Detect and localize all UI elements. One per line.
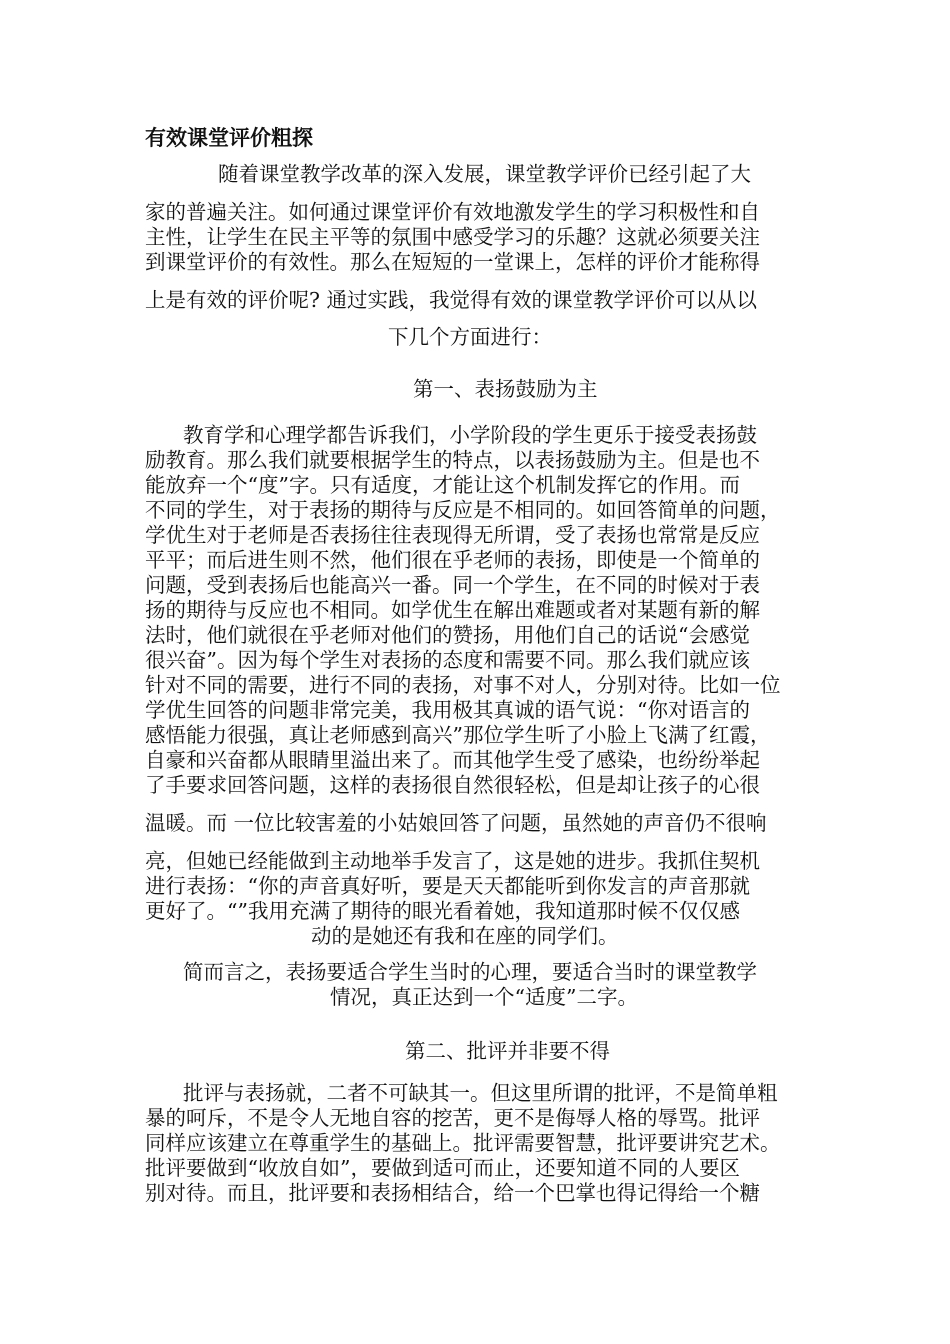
body-line: 教育学和心理学都告诉我们，小学阶段的学生更乐于接受表扬鼓 <box>183 423 757 447</box>
body-line: 感悟能力很强，真让老师感到高兴”那位学生听了小脸上飞满了红霞， <box>145 723 771 747</box>
body-line: 更好了。“”我用充满了期待的眼光看着她，我知道那时候不仅仅感 <box>145 899 740 923</box>
intro-line: 到课堂评价的有效性。那么在短短的一堂课上，怎样的评价才能称得 <box>145 250 760 274</box>
body-line: 问题，受到表扬后也能高兴一番。同一个学生，在不同的时候对于表 <box>145 573 760 597</box>
body-line: 批评要做到“收放自如”，要做到适可而止，还要知道不同的人要区 <box>145 1156 740 1180</box>
body-line: 进行表扬：“你的声音真好听，要是天天都能听到你发言的声音那就 <box>145 874 750 898</box>
body-line: 能放弃一个“度”字。只有适度，才能让这个机制发挥它的作用。而 <box>145 473 740 497</box>
body-line: 了手要求回答问题，这样的表扬很自然很轻松，但是却让孩子的心很 <box>145 773 760 797</box>
section-heading: 第二、批评并非要不得 <box>405 1039 610 1063</box>
summary-line: 简而言之，表扬要适合学生当时的心理，要适合当时的课堂教学 <box>183 960 757 984</box>
body-line: 暴的呵斥，不是令人无地自容的挖苦，更不是侮辱人格的辱骂。批评 <box>145 1106 760 1130</box>
body-line: 很兴奋”。因为每个学生对表扬的态度和需要不同。那么我们就应该 <box>145 648 750 672</box>
body-line: 动的是她还有我和在座的同学们。 <box>311 924 619 948</box>
intro-line: 主性，让学生在民主平等的氛围中感受学习的乐趣？这就必须要关注 <box>145 225 760 249</box>
body-line: 法时，他们就很在乎老师对他们的赞扬，用他们自己的话说“会感觉 <box>145 623 750 647</box>
body-line: 批评与表扬就，二者不可缺其一。但这里所谓的批评，不是简单粗 <box>183 1081 778 1105</box>
body-line: 励教育。那么我们就要根据学生的特点，以表扬鼓励为主。但是也不 <box>145 448 760 472</box>
body-line: 不同的学生，对于表扬的期待与反应是不相同的。如回答简单的问题， <box>145 498 781 522</box>
body-line: 扬的期待与反应也不相同。如学优生在解出难题或者对某题有新的解 <box>145 598 760 622</box>
summary-line: 情况，真正达到一个“适度”二字。 <box>330 985 638 1009</box>
intro-line: 下几个方面进行： <box>388 325 552 349</box>
intro-line: 随着课堂教学改革的深入发展，课堂教学评价已经引起了大 <box>218 162 751 186</box>
body-line: 平平；而后进生则不然，他们很在乎老师的表扬，即使是一个简单的 <box>145 548 760 572</box>
body-line: 学优生对于老师是否表扬往往表现得无所谓，受了表扬也常常是反应 <box>145 523 760 547</box>
body-line: 别对待。而且，批评要和表扬相结合，给一个巴掌也得记得给一个糖 <box>145 1181 760 1205</box>
body-line: 温暖。而 一位比较害羞的小姑娘回答了问题，虽然她的声音仍不很响 <box>145 811 767 835</box>
body-line: 亮，但她已经能做到主动地举手发言了，这是她的进步。我抓住契机 <box>145 849 760 873</box>
body-line: 学优生回答的问题非常完美，我用极其真诚的语气说：“你对语言的 <box>145 698 750 722</box>
section-heading: 第一、表扬鼓励为主 <box>413 377 598 401</box>
body-line: 针对不同的需要，进行不同的表扬，对事不对人，分别对待。比如一位 <box>145 673 781 697</box>
document-title: 有效课堂评价粗探 <box>145 126 313 150</box>
body-line: 自豪和兴奋都从眼睛里溢出来了。而其他学生受了感染，也纷纷举起 <box>145 748 760 772</box>
intro-line: 上是有效的评价呢? 通过实践，我觉得有效的课堂教学评价可以从以 <box>145 288 758 312</box>
body-line: 同样应该建立在尊重学生的基础上。批评需要智慧，批评要讲究艺术。 <box>145 1131 781 1155</box>
intro-line: 家的普遍关注。如何通过课堂评价有效地激发学生的学习积极性和自 <box>145 200 760 224</box>
